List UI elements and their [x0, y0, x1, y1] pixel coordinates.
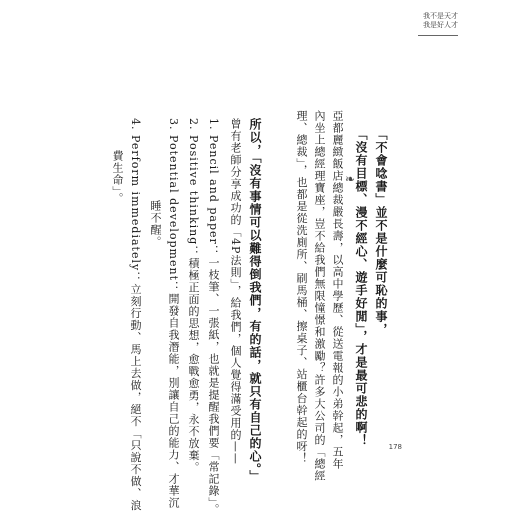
- text-column-1: 亞都麗緻飯店總裁嚴長壽，以高中學歷、從送電報的小弟幹起，五年: [331, 110, 344, 470]
- header-line-1: 我不是天才: [423, 12, 458, 20]
- text-column-11: 睡不醒。: [149, 200, 162, 248]
- section-ornament-icon: ❧: [345, 172, 356, 186]
- highlight-column-b: 「沒有目標、漫不經心、遊手好閒」，才是最可悲的啊！: [354, 128, 368, 447]
- text-column-8: 1. Pencil and paper：一枝筆、一張紙，也就是提醒我們要「常記錄」。: [207, 118, 220, 515]
- text-column-13: 費生命」。: [111, 150, 124, 205]
- running-header: [418, 12, 458, 39]
- header-line-2: 我是好人才: [423, 21, 458, 29]
- text-column-9: 2. Positive thinking：積極正面的思想，愈戰愈勇，永不放棄。: [187, 118, 200, 474]
- text-column-2: 內坐上總經理寶座，豈不給我們無限憧憬和激勵？許多大公司的「總經: [313, 110, 326, 482]
- text-column-12: 4. Perform immediately：立刻行動、馬上去做，絕不「只說不做、浪: [129, 118, 142, 512]
- header-ornament: [418, 35, 458, 36]
- text-column-10: 3. Potential development：開發自我潛能，別讓自己的能力、才華沉: [167, 118, 180, 509]
- text-column-3: 理、總裁」，也都是從洗廁所、刷馬桶、擦桌子、站櫃台幹起的呀！: [295, 110, 308, 465]
- text-column-6: 所以，「沒有事情可以難得倒我們，有的話，就只有自己的心。」: [248, 118, 262, 483]
- highlight-column-a: 「不會唸書」並不是什麼可恥的事，: [374, 128, 388, 336]
- page-number: 178: [388, 443, 402, 451]
- text-column-7: 曾有老師分享成功的「4P法則」，給我們，個人覺得滿受用的——: [229, 118, 242, 465]
